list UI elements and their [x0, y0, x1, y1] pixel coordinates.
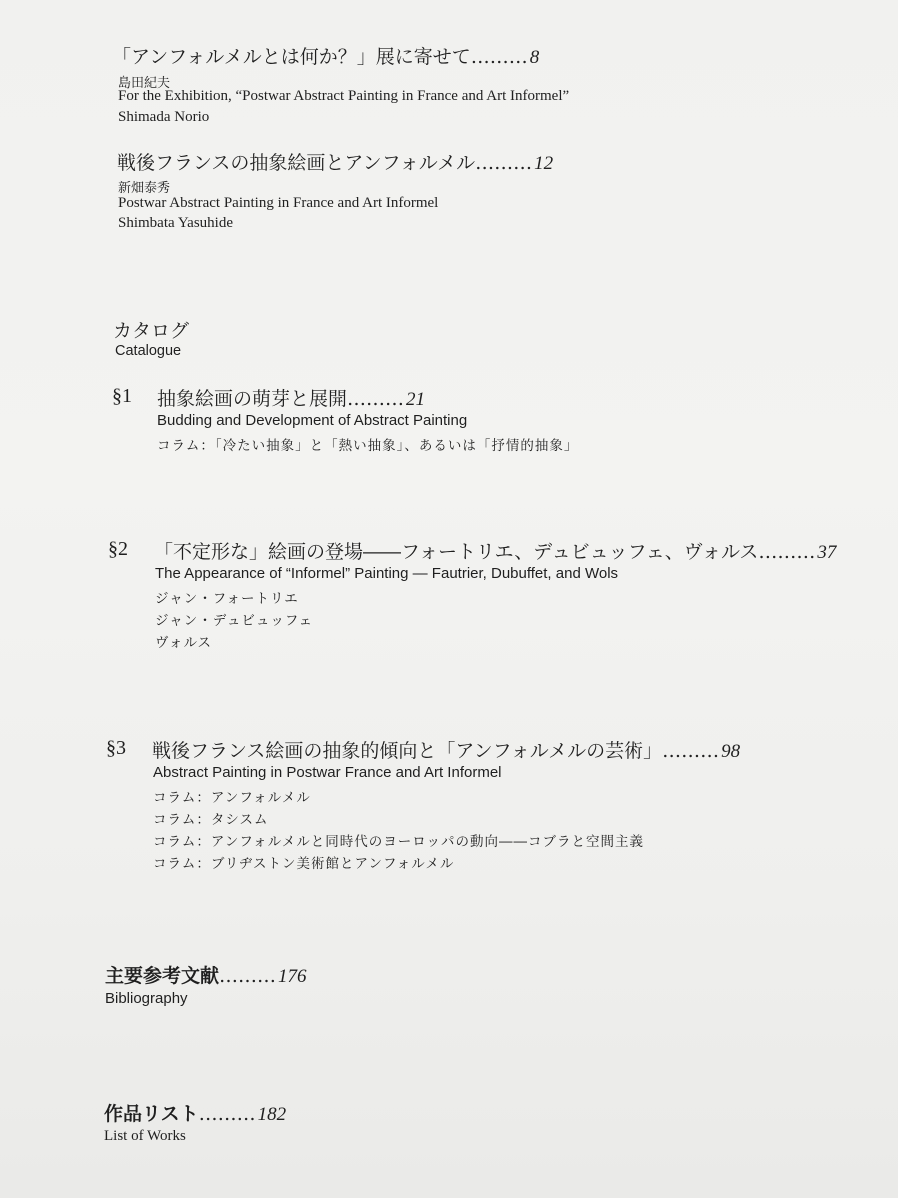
- essay-author-jp: 島田紀夫: [118, 76, 171, 91]
- section-item: コラム：タシスム: [153, 812, 269, 828]
- section-item: コラム：「冷たい抽象」と「熱い抽象」、あるいは「抒情的抽象」: [157, 438, 579, 454]
- works-title-line: [104, 1099, 286, 1126]
- catalogue-title-jp: カタログ: [113, 320, 190, 342]
- section-number: §2: [108, 538, 128, 560]
- section-title-en: The Appearance of “Informel” Painting — Fautrier, Dubuffet, and Wols: [155, 565, 619, 582]
- page-number: 182: [257, 1104, 287, 1125]
- leader-dots: ………: [347, 388, 405, 410]
- page-number: 98: [721, 741, 741, 762]
- leader-dots: ………: [470, 46, 528, 68]
- section-title-line: [152, 736, 740, 763]
- page-number: 176: [278, 966, 307, 987]
- section-title-en: Abstract Painting in Postwar France and Art Informel: [153, 764, 502, 781]
- bibliography-title-en: Bibliography: [105, 990, 188, 1007]
- page-number: 12: [534, 153, 554, 174]
- page-number: 8: [529, 47, 540, 68]
- essay-title-en: For the Exhibition, “Postwar Abstract Painting in France and Art Informel”: [118, 88, 570, 104]
- essay-author-jp: 新畑泰秀: [118, 181, 171, 196]
- section-title-line: [154, 537, 836, 564]
- section-number: §3: [106, 737, 126, 759]
- section-title-line: [157, 384, 425, 411]
- section-title: 「不定形な」絵画の登場――フォートリエ、デュビュッフェ、ヴォルス: [154, 541, 759, 563]
- essay-title: 「アンフォルメルとは何か？」展に寄せて: [112, 46, 471, 68]
- page-number: 21: [406, 389, 426, 410]
- section-item: コラム：アンフォルメルと同時代のヨーロッパの動向――コブラと空間主義: [153, 834, 644, 850]
- catalogue-title-en: Catalogue: [115, 343, 182, 359]
- section-item: コラム：ブリヂストン美術館とアンフォルメル: [153, 856, 455, 872]
- section-item: ヴォルス: [155, 635, 213, 651]
- essay-title-line: [112, 42, 539, 69]
- essay-title-en: Postwar Abstract Painting in France and Art Informel: [118, 195, 439, 211]
- leader-dots: ………: [198, 1103, 256, 1125]
- section-title-en: Budding and Development of Abstract Painting: [157, 412, 468, 429]
- leader-dots: ………: [475, 152, 533, 174]
- section-item: ジャン・フォートリエ: [155, 591, 299, 607]
- section-title: 抽象絵画の萌芽と展開: [157, 388, 348, 410]
- essay-title-line: [117, 148, 553, 175]
- works-title: 作品リスト: [104, 1103, 199, 1125]
- bibliography-title: 主要参考文献: [105, 965, 220, 987]
- section-title: 戦後フランス絵画の抽象的傾向と「アンフォルメルの芸術」: [152, 740, 663, 762]
- essay-author-en: Shimbata Yasuhide: [118, 215, 234, 231]
- leader-dots: ………: [662, 740, 720, 762]
- works-title-en: List of Works: [104, 1128, 186, 1144]
- leader-dots: ………: [219, 965, 277, 987]
- section-item: ジャン・デュビュッフェ: [155, 613, 314, 629]
- section-item: コラム：アンフォルメル: [153, 790, 311, 806]
- section-number: §1: [112, 385, 132, 407]
- essay-title: 戦後フランスの抽象絵画とアンフォルメル: [117, 152, 476, 174]
- leader-dots: ………: [758, 541, 816, 563]
- essay-author-en: Shimada Norio: [118, 109, 210, 125]
- bibliography-title-line: [105, 961, 307, 988]
- page-number: 37: [817, 542, 837, 563]
